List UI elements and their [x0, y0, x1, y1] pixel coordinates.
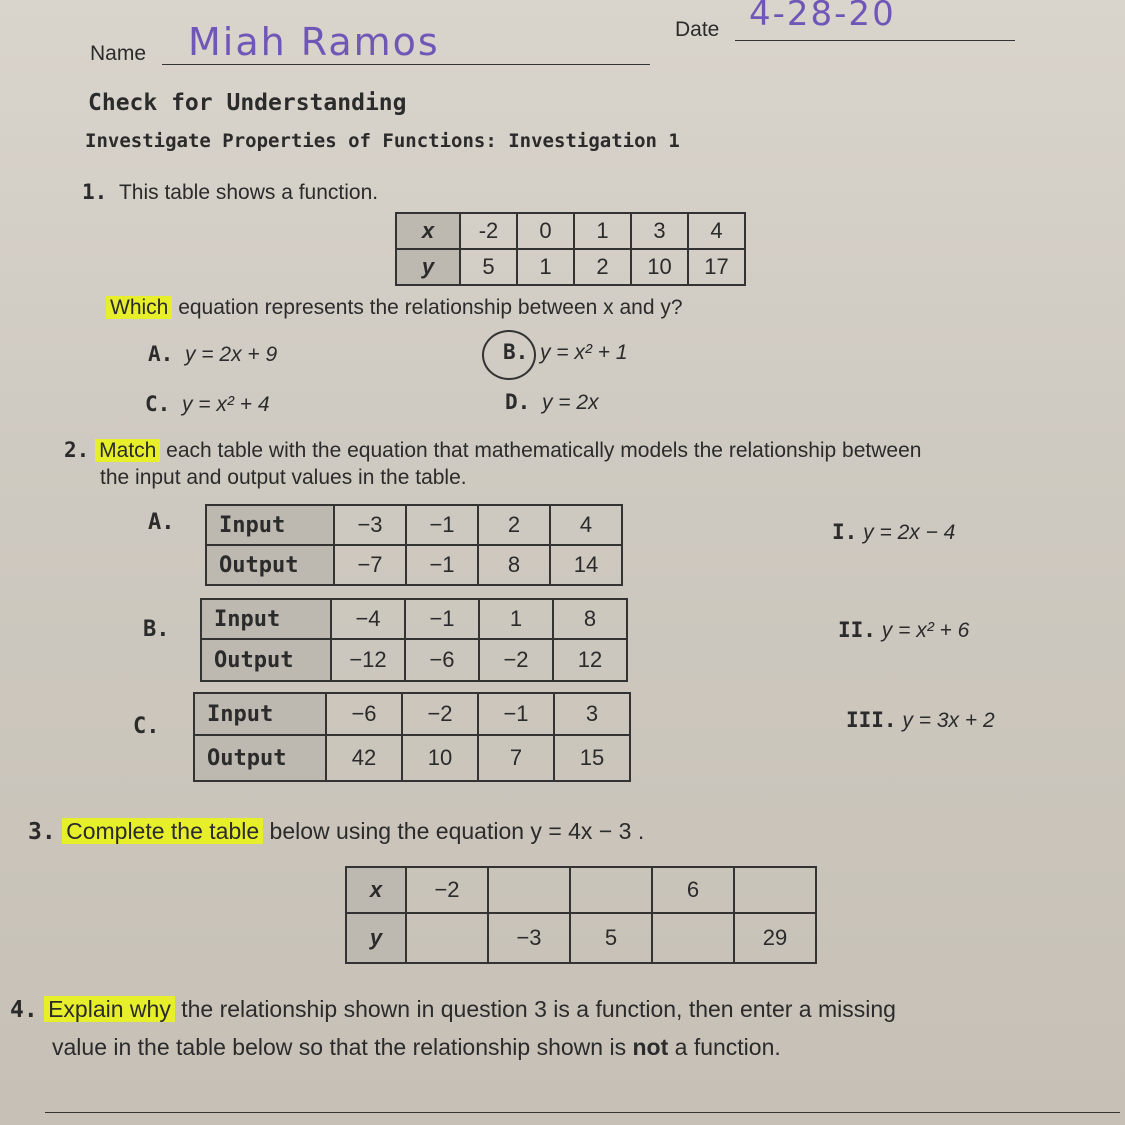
cell: −3: [488, 913, 570, 963]
q1-question: Which equation represents the relationship between x and y?: [106, 296, 683, 320]
cell: −1: [478, 693, 554, 735]
date-label: Date: [675, 18, 720, 41]
q3-x-header: x: [346, 867, 406, 913]
input-label: Input: [201, 599, 331, 639]
q1-x-cell: 4: [688, 213, 745, 249]
q3-prompt: 3. Complete the table below using the equation y = 4x − 3 .: [28, 818, 645, 845]
q1-y-header: y: [396, 249, 460, 285]
cell: −1: [406, 545, 478, 585]
q1-y-cell: 10: [631, 249, 688, 285]
input-label: Input: [194, 693, 326, 735]
q1-option-a[interactable]: A. y = 2x + 9: [148, 342, 278, 366]
q1-y-cell: 2: [574, 249, 631, 285]
cell: −3: [334, 505, 406, 545]
cell: −1: [406, 505, 478, 545]
cell: 4: [550, 505, 622, 545]
cell: −12: [331, 639, 405, 681]
q1-table: [395, 212, 746, 286]
cell: 10: [402, 735, 478, 781]
answer-cell[interactable]: [734, 867, 816, 913]
cell: −6: [326, 693, 402, 735]
cell: 6: [652, 867, 734, 913]
q1-y-cell: 1: [517, 249, 574, 285]
answer-cell[interactable]: [488, 867, 570, 913]
q2-table-b: [200, 598, 628, 682]
output-label: Output: [194, 735, 326, 781]
cell: 14: [550, 545, 622, 585]
q3-y-header: y: [346, 913, 406, 963]
answer-line[interactable]: [45, 1112, 1120, 1113]
equation-iii: III. y = 3x + 2: [846, 708, 995, 732]
output-label: Output: [201, 639, 331, 681]
cell: 29: [734, 913, 816, 963]
page-title: Check for Understanding: [88, 90, 407, 116]
q1-y-cell: 17: [688, 249, 745, 285]
q1-x-cell: 0: [517, 213, 574, 249]
q2-prompt-line2: the input and output values in the table.: [100, 466, 467, 489]
answer-cell[interactable]: [652, 913, 734, 963]
q1-x-header: x: [396, 213, 460, 249]
answer-cell[interactable]: [406, 913, 488, 963]
date-field[interactable]: [735, 0, 1015, 41]
q1-x-cell: 3: [631, 213, 688, 249]
q3-table: [345, 866, 817, 964]
q1-option-c[interactable]: C. y = x² + 4: [145, 392, 270, 416]
name-value: Miah Ramos: [188, 20, 440, 64]
q2-table-c-letter: C.: [133, 714, 160, 739]
cell: 12: [553, 639, 627, 681]
name-label: Name: [90, 42, 147, 65]
date-value: 4-28-20: [749, 0, 896, 34]
q2-prompt-line1: 2. Match each table with the equation that mathematically models the relationship between: [64, 438, 922, 462]
output-label: Output: [206, 545, 334, 585]
q1-option-d[interactable]: D. y = 2x: [505, 390, 599, 414]
q4-prompt-line2: value in the table below so that the relationship shown is not a function.: [52, 1034, 781, 1060]
equation-ii: II. y = x² + 6: [838, 618, 970, 642]
q4-prompt-line1: 4. Explain why the relationship shown in question 3 is a function, then enter a missing: [10, 996, 896, 1023]
cell: 42: [326, 735, 402, 781]
q1-prompt: 1. This table shows a function.: [82, 180, 379, 204]
cell: 8: [478, 545, 550, 585]
cell: −2: [406, 867, 488, 913]
q2-table-a: [205, 504, 623, 586]
q2-table-b-letter: B.: [143, 617, 170, 642]
cell: −4: [331, 599, 405, 639]
cell: 5: [570, 913, 652, 963]
q1-x-cell: -2: [460, 213, 517, 249]
q2-table-a-letter: A.: [148, 510, 175, 535]
q2-table-c: [193, 692, 631, 782]
input-label: Input: [206, 505, 334, 545]
cell: −6: [405, 639, 479, 681]
cell: 8: [553, 599, 627, 639]
cell: −2: [479, 639, 553, 681]
cell: 2: [478, 505, 550, 545]
equation-i: I. y = 2x − 4: [832, 520, 956, 544]
name-field[interactable]: [162, 14, 650, 65]
cell: 3: [554, 693, 630, 735]
cell: 15: [554, 735, 630, 781]
page-subtitle: Investigate Properties of Functions: Investigation 1: [85, 130, 680, 152]
cell: −1: [405, 599, 479, 639]
cell: −7: [334, 545, 406, 585]
cell: 7: [478, 735, 554, 781]
q1-x-cell: 1: [574, 213, 631, 249]
answer-cell[interactable]: [570, 867, 652, 913]
q1-option-b[interactable]: B. y = x² + 1: [503, 340, 628, 364]
q1-y-cell: 5: [460, 249, 517, 285]
cell: −2: [402, 693, 478, 735]
cell: 1: [479, 599, 553, 639]
